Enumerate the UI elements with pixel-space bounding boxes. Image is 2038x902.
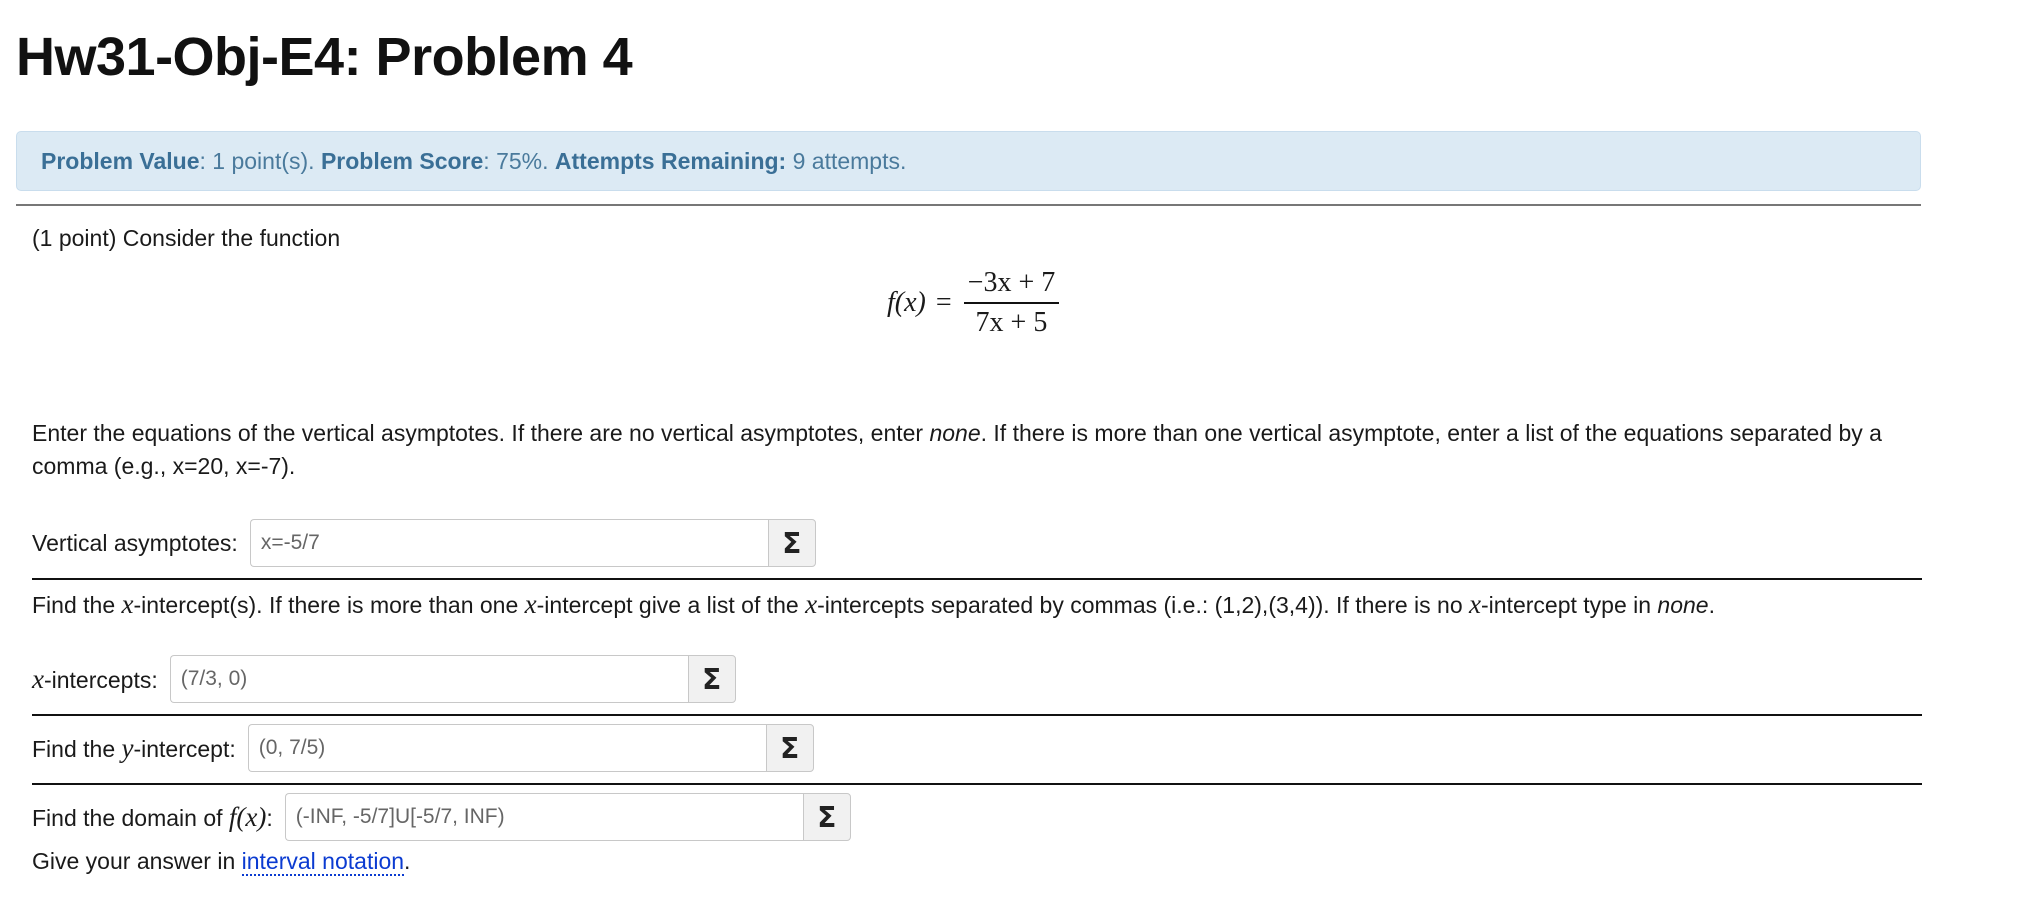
formula-denominator: 7x + 5 — [975, 307, 1048, 338]
y-intercept-answer — [248, 724, 814, 772]
vertical-asymptotes-row — [32, 519, 816, 567]
domain-row — [32, 793, 851, 841]
intro-text: (1 point) Consider the function — [32, 225, 341, 251]
divider — [32, 578, 1922, 580]
function-formula — [887, 268, 1059, 338]
page-title: Hw31-Obj-E4: Problem 4 — [16, 27, 633, 87]
formula-equals: = — [935, 287, 952, 318]
domain-label: Find the domain of f(x): — [32, 801, 273, 832]
x-intercepts-answer — [170, 655, 736, 703]
interval-notation-link[interactable]: interval notation — [241, 848, 405, 874]
problem-value-label: Problem Value — [41, 148, 200, 174]
formula-fraction — [964, 267, 1060, 339]
formula-lhs: f(x) — [887, 287, 926, 318]
equation-editor-button[interactable]: Σ — [768, 519, 816, 567]
equation-editor-button[interactable]: Σ — [803, 793, 851, 841]
formula-numerator: −3x + 7 — [964, 267, 1060, 304]
y-intercept-input[interactable] — [248, 724, 766, 772]
equation-editor-button[interactable]: Σ — [766, 724, 814, 772]
x-intercepts-input[interactable] — [170, 655, 688, 703]
vertical-asymptotes-label: Vertical asymptotes: — [32, 529, 238, 556]
problem-score-label: Problem Score — [320, 148, 484, 174]
domain-answer — [285, 793, 851, 841]
x-intercept-instructions: Find the x-intercept(s). If there is more than one x-intercept give a list of the x-intercepts separated by commas (i.e.: (1,2),(3,4)). If there is no x-intercept type in none. — [32, 589, 1715, 619]
domain-hint: Give your answer in interval notation. — [32, 848, 411, 874]
x-intercepts-label: x-intercepts: — [32, 663, 158, 694]
attempts-remaining: 9 attempts. — [786, 148, 907, 174]
divider — [32, 714, 1922, 716]
domain-input[interactable] — [285, 793, 803, 841]
y-intercept-row — [32, 724, 814, 772]
x-intercepts-row — [32, 655, 736, 703]
divider — [32, 783, 1922, 785]
vertical-asymptotes-answer — [250, 519, 816, 567]
divider — [16, 204, 1921, 206]
equation-editor-button[interactable]: Σ — [688, 655, 736, 703]
problem-score: : 75%. — [483, 148, 555, 174]
vertical-asymptotes-input[interactable] — [250, 519, 768, 567]
vertical-asymptote-instructions-line2: comma (e.g., x=20, x=-7). — [32, 453, 296, 479]
y-intercept-label: Find the y-intercept: — [32, 732, 236, 763]
attempts-remaining-label: Attempts Remaining: — [554, 148, 787, 174]
vertical-asymptote-instructions: Enter the equations of the vertical asymptotes. If there are no vertical asymptotes, enter none. If there is more than one vertical asymptote, enter a list of the equations separated by a — [32, 420, 1882, 446]
problem-value: : 1 point(s). — [199, 148, 321, 174]
problem-info-banner — [16, 131, 1921, 191]
